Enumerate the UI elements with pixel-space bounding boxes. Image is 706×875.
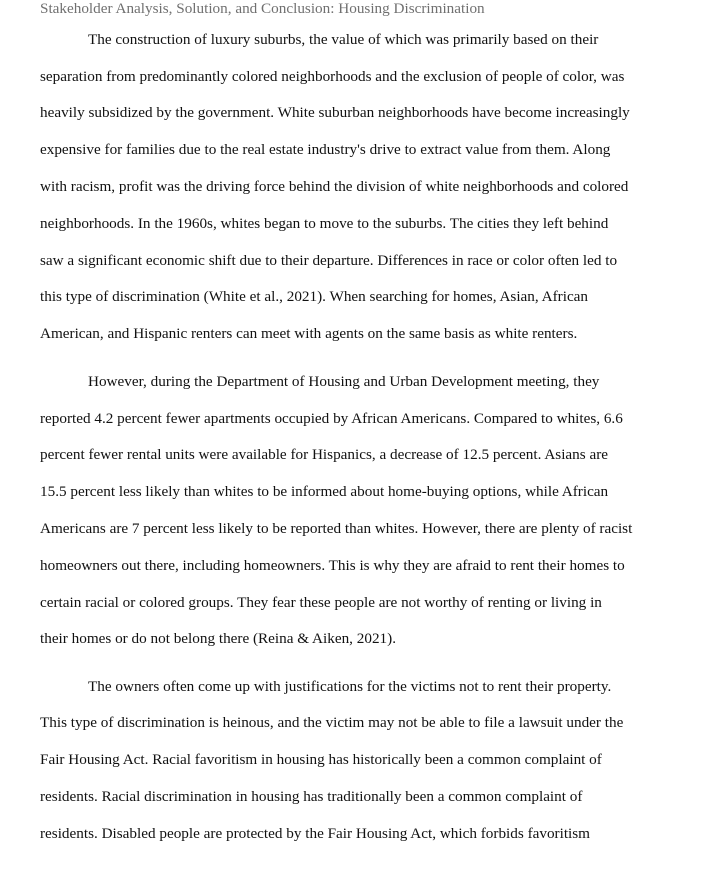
paragraph-3-line-2: This type of discrimination is heinous, and the victim may not be able to file a lawsuit under the bbox=[40, 714, 624, 731]
paragraph-1-line-2: separation from predominantly colored neighborhoods and the exclusion of people of color, was bbox=[40, 68, 625, 85]
paragraph-2-line-2: reported 4.2 percent fewer apartments occupied by African Americans. Compared to whites, 6.6 bbox=[40, 410, 623, 427]
paragraph-2-line-6: homeowners out there, including homeowners. This is why they are afraid to rent their homes to bbox=[40, 557, 625, 574]
paragraph-1-line-5: with racism, profit was the driving force behind the division of white neighborhoods and colored bbox=[40, 178, 629, 195]
paragraph-2-line-7: certain racial or colored groups. They fear these people are not worthy of renting or living in bbox=[40, 594, 602, 611]
paragraph-1-line-7: saw a significant economic shift due to their departure. Differences in race or color often led to bbox=[40, 252, 618, 269]
paragraph-1-line-1: The construction of luxury suburbs, the value of which was primarily based on their bbox=[88, 31, 599, 48]
paragraph-1-line-4: expensive for families due to the real estate industry's drive to extract value from them. Along bbox=[40, 141, 611, 158]
paragraph-1-line-8: this type of discrimination (White et al., 2021). When searching for homes, Asian, African bbox=[40, 288, 589, 305]
paragraph-1-line-3: heavily subsidized by the government. White suburban neighborhoods have become increasingly bbox=[40, 104, 630, 121]
paragraph-2-line-5: Americans are 7 percent less likely to be reported than whites. However, there are plenty of racist bbox=[40, 520, 633, 537]
paragraph-2-line-3: percent fewer rental units were available for Hispanics, a decrease of 12.5 percent. Asians are bbox=[40, 446, 609, 463]
paragraph-3-line-3: Fair Housing Act. Racial favoritism in housing has historically been a common complaint of bbox=[40, 751, 602, 768]
paragraph-2-line-1: However, during the Department of Housing and Urban Development meeting, they bbox=[88, 373, 600, 390]
paragraph-1-line-6: neighborhoods. In the 1960s, whites began to move to the suburbs. The cities they left behind bbox=[40, 215, 609, 232]
paragraph-3-line-5: residents. Disabled people are protected by the Fair Housing Act, which forbids favoritism bbox=[40, 825, 590, 842]
paragraph-3-line-4: residents. Racial discrimination in housing has traditionally been a common complaint of bbox=[40, 788, 583, 805]
paragraph-3-line-1: The owners often come up with justifications for the victims not to rent their property. bbox=[88, 678, 612, 695]
paragraph-1-line-9: American, and Hispanic renters can meet with agents on the same basis as white renters. bbox=[40, 325, 578, 342]
paragraph-2-line-4: 15.5 percent less likely than whites to be informed about home-buying options, while African bbox=[40, 483, 609, 500]
running-head: Stakeholder Analysis, Solution, and Conclusion: Housing Discrimination bbox=[40, 0, 485, 17]
paragraph-2-line-8: their homes or do not belong there (Reina & Aiken, 2021). bbox=[40, 630, 396, 647]
